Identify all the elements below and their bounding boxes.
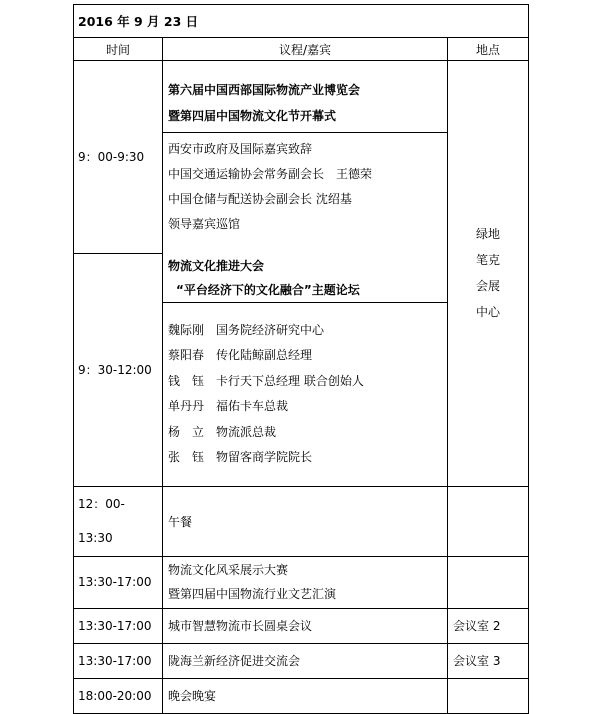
session-title-line: 第六届中国西部国际物流产业博览会 [168, 82, 361, 97]
header-time: 时间 [74, 38, 163, 61]
venue-cell [448, 556, 529, 608]
agenda-line: 物流文化风采展示大赛 [168, 563, 289, 577]
session-title-line: “平台经济下的文化融合”主题论坛 [176, 282, 360, 297]
venue-cell [448, 678, 529, 713]
agenda-cell [163, 61, 448, 254]
detail-line: 领导嘉宾巡馆 [168, 216, 241, 231]
agenda-cell: 陇海兰新经济促进交流会 [163, 643, 448, 678]
speaker-line: 蔡阳春 传化陆鲸副总经理 [168, 348, 313, 362]
speaker-line: 魏际刚 国务院经济研究中心 [168, 322, 325, 337]
session-title [163, 74, 447, 133]
session-details [163, 132, 447, 241]
detail-line: 西安市政府及国际嘉宾致辞 [168, 141, 313, 156]
time-line: 12：00- [78, 497, 125, 511]
speaker-line: 张 钰 物留客商学院院长 [168, 450, 313, 464]
time-cell: 13:30-17:00 [74, 608, 163, 643]
agenda-line: 暨第四届中国物流行业文艺汇演 [168, 587, 337, 601]
time-cell: 9：00-9:30 [74, 61, 163, 254]
venue-cell-main [448, 61, 529, 487]
header-agenda: 议程/嘉宾 [163, 38, 448, 61]
venue-line: 笔克 [475, 253, 500, 268]
time-line: 13:30 [78, 531, 113, 545]
venue-cell: 会议室 3 [448, 643, 529, 678]
table-row [74, 556, 529, 608]
schedule-table [73, 4, 529, 714]
table-row [74, 486, 529, 556]
venue-line: 绿地 [475, 227, 500, 242]
table-row [74, 678, 529, 713]
time-cell [74, 486, 163, 556]
venue-line: 会展 [475, 279, 500, 294]
schedule-date: 2016 年 9 月 23 日 [74, 5, 529, 38]
table-row [74, 643, 529, 678]
table-row [74, 608, 529, 643]
agenda-cell: 城市智慧物流市长圆桌会议 [163, 608, 448, 643]
session-details [163, 302, 447, 486]
venue-cell [448, 486, 529, 556]
speaker-line: 单丹丹 福佑卡车总裁 [168, 399, 289, 413]
time-cell: 9：30-12:00 [74, 254, 163, 487]
session-title-line: 暨第四届中国物流文化节开幕式 [168, 108, 337, 123]
agenda-cell: 午餐 [163, 486, 448, 556]
header-venue: 地点 [448, 38, 529, 61]
table-row [74, 61, 529, 254]
detail-line: 中国仓储与配送协会副会长 沈绍基 [168, 191, 352, 206]
speaker-line: 杨 立 物流派总裁 [168, 424, 277, 439]
detail-line: 中国交通运输协会常务副会长 王德荣 [168, 166, 373, 181]
speaker-line: 钱 钰 卡行天下总经理 联合创始人 [168, 373, 364, 388]
time-cell: 13:30-17:00 [74, 556, 163, 608]
time-cell: 13:30-17:00 [74, 643, 163, 678]
venue-line: 中心 [475, 305, 500, 320]
header-row [74, 38, 529, 61]
session-title-line: 物流文化推进大会 [168, 258, 265, 273]
agenda-cell: 晚会晚宴 [163, 678, 448, 713]
venue-cell: 会议室 2 [448, 608, 529, 643]
session-title [163, 254, 447, 303]
agenda-cell [163, 254, 448, 487]
time-cell: 18:00-20:00 [74, 678, 163, 713]
agenda-cell [163, 556, 448, 608]
date-row [74, 5, 529, 38]
